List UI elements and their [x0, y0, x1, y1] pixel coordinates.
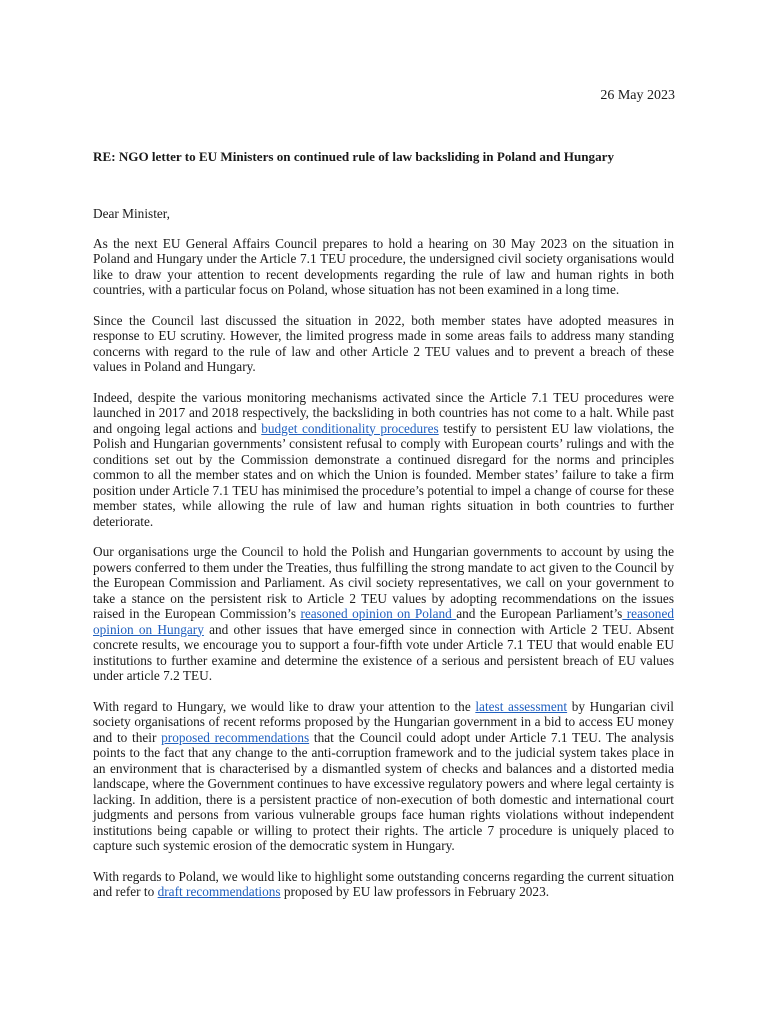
letter-subject: RE: NGO letter to EU Ministers on continued rule of law backsliding in Poland and Hungary	[93, 149, 615, 164]
paragraph-6-text-2: proposed by EU law professors in February 2023.	[280, 884, 550, 899]
paragraph-5-text-1: With regard to Hungary, we would like to draw your attention to the	[93, 698, 476, 714]
reasoned-opinion-poland-link[interactable]: reasoned opinion on Poland	[300, 606, 457, 621]
paragraph-3-text-2: testify to persistent EU law violations, the Polish and Hungarian governments’ consistent refusal to comply with European courts’ rulings and with the conditions set out by the Commission demonstrate a continued disregard for the norms and principles common to all the member states and on which the Union is founded. Member states’ failure to take a firm position under Article 7.1 TEU has minimised the procedure’s potential to impel a change of course for these member states, while allowing the rule of law and human rights situation in both countries to further deteriorate.	[93, 420, 675, 529]
paragraph-3-text-1: Indeed, despite the various monitoring mechanisms activated since the Article 7.1 TEU procedures were launched in 2017 and 2018 respectively, the backsliding in both countries has not come to a halt. While past and ongoing legal actions and	[93, 389, 674, 436]
letter-body	[93, 206, 674, 915]
salutation: Dear Minister,	[93, 206, 171, 221]
paragraph-5-text-3: that the Council could adopt under Article 7.1 TEU. The analysis points to the fact that any change to the anti-corruption framework and to the judicial system takes place in an environment that is characterised by a dismantled system of checks and balances and a distorted media landscape, where the Government continues to have excessive regulatory powers and where legal certainty is lacking. In addition, there is a persistent practice of non-execution of both domestic and international court judgments and persons from various vulnerable groups face human rights violations without independent institutions being capable or willing to protect their rights. The article 7 procedure is uniquely placed to capture such systemic erosion of the democratic system in Hungary.	[93, 729, 674, 853]
paragraph-6	[93, 869, 674, 900]
proposed-recommendations-link[interactable]: proposed recommendations	[161, 729, 310, 745]
paragraph-2: Since the Council last discussed the situation in 2022, both member states have adopted measures in response to EU scrutiny. However, the limited progress made in some areas fails to address many standing concerns with regard to the rule of law and other Article 2 TEU values and to prevent a breach of these values in Poland and Hungary.	[93, 312, 674, 374]
paragraph-5	[93, 699, 674, 854]
paragraph-4	[93, 544, 674, 684]
paragraph-1: As the next EU General Affairs Council prepares to hold a hearing on 30 May 2023 on the situation in Poland and Hungary under the Article 7.1 TEU procedure, the undersigned civil society organisations would like to draw your attention to recent developments regarding the rule of law and human rights in both countries, with a particular focus on Poland, whose situation has not been examined in a long time.	[93, 235, 674, 297]
paragraph-4-text-3: and other issues that have emerged since in connection with Article 2 TEU. Absent concrete results, we encourage you to support a four-fifth vote under Article 7.1 TEU that would enable EU institutions to further examine and determine the existence of a serious and persistent breach of EU values under article 7.2 TEU.	[93, 621, 674, 683]
paragraph-5-text-2: by Hungarian civil society organisations of recent reforms proposed by the Hungarian government in a bid to access EU money and to their	[93, 698, 674, 745]
paragraph-4-text-2: and the European Parliament’s	[456, 606, 623, 621]
paragraph-6-text-1: With regards to Poland, we would like to highlight some outstanding concerns regarding the current situation and refer to	[93, 868, 674, 899]
letter-date: 26 May 2023	[600, 88, 675, 103]
paragraph-3	[93, 390, 674, 530]
paragraph-4-text-1: Our organisations urge the Council to hold the Polish and Hungarian governments to account by using the powers conferred to them under the Treaties, thus fulfilling the strong mandate to act given to the Council by the European Commission and Parliament. As civil society representatives, we call on your government to take a stance on the persistent risk to Article 2 TEU values by adopting recommendations on the issues raised in the European Commission’s	[93, 544, 674, 621]
budget-conditionality-link[interactable]: budget conditionality procedures	[261, 420, 439, 436]
draft-recommendations-link[interactable]: draft recommendations	[157, 884, 281, 899]
latest-assessment-link[interactable]: latest assessment	[475, 698, 568, 714]
reasoned-opinion-hungary-link[interactable]: reasoned opinion on Hungary	[93, 606, 674, 637]
